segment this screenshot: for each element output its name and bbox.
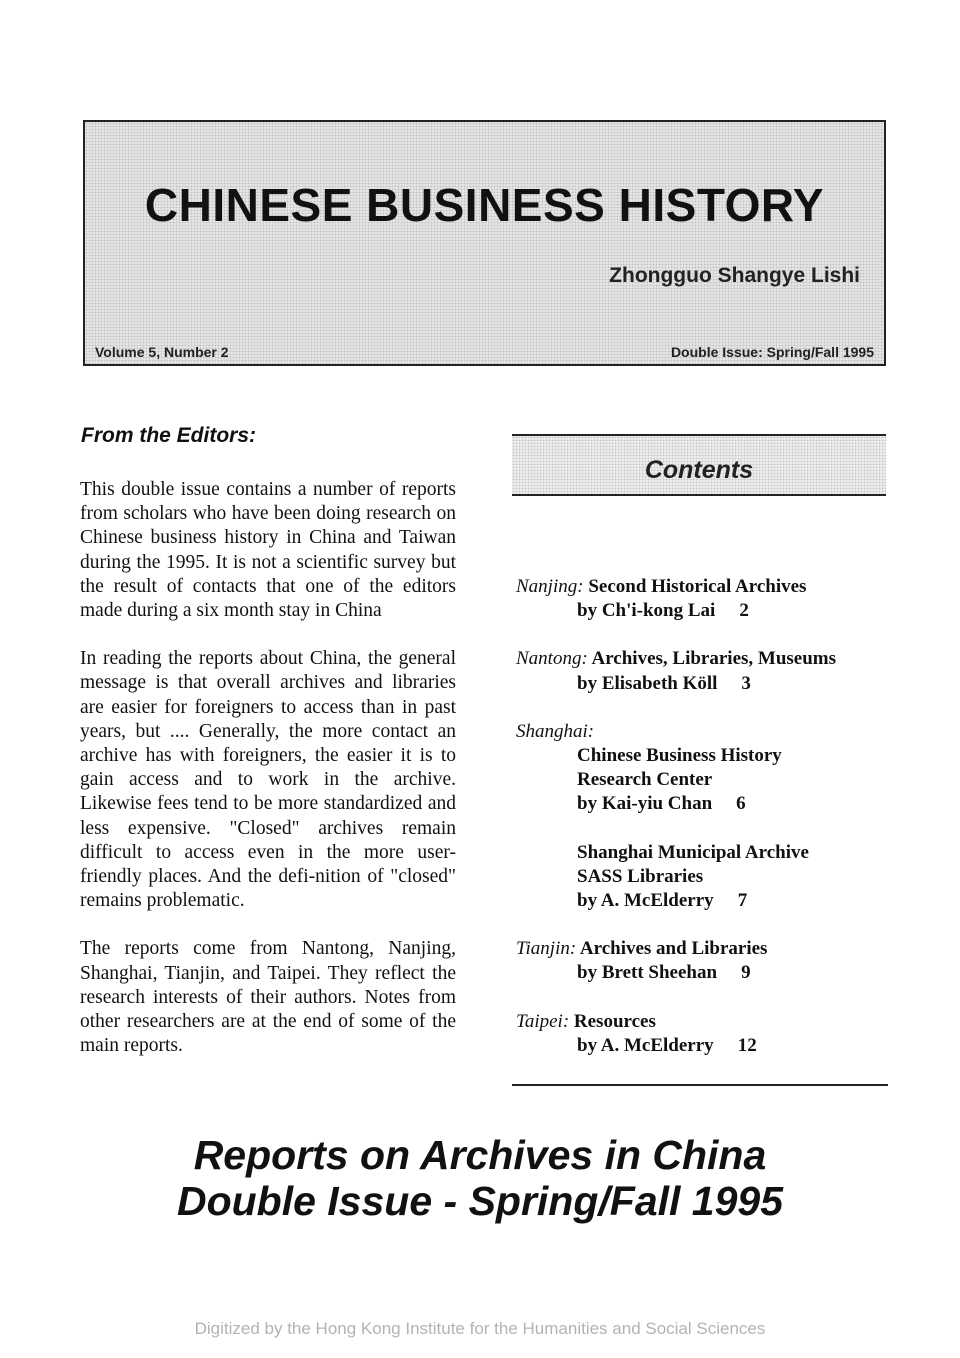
- toc-entry-taipei: [516, 1010, 888, 1058]
- editors-paragraph: In reading the reports about China, the general message is that overall archives and libraries are easier for foreigners to access than in past years, but .... Generally, the more contact an archive has with foreigners, the easier it is to gain access and to work in the archive. Likewise fees tend to be more standardized and less expensive. "Closed" archives remain difficult to access even in the more user-friendly places. And the defi-nition of "closed" remains problematic.: [80, 648, 456, 912]
- masthead: [83, 120, 886, 366]
- toc-title: Shanghai Municipal Archive: [577, 841, 809, 863]
- journal-subtitle: Zhongguo Shangye Lishi: [609, 264, 860, 287]
- toc-place: Nantong:: [516, 648, 588, 670]
- toc-author: by Kai-yiu Chan: [577, 793, 713, 815]
- contents-label: Contents: [644, 456, 754, 484]
- toc-title: Chinese Business History: [577, 745, 782, 767]
- toc-author: by Brett Sheehan: [577, 962, 718, 984]
- toc-title: Archives and Libraries: [579, 938, 768, 960]
- banner-line: Reports on Archives in China: [193, 1132, 767, 1178]
- table-of-contents: [516, 575, 888, 1082]
- toc-page-number: 12: [737, 1034, 757, 1056]
- toc-title: Resources: [573, 1010, 656, 1032]
- toc-page-number: 9: [741, 962, 751, 984]
- toc-entry-shanghai: [516, 720, 888, 913]
- toc-author: by A. McElderry: [577, 890, 714, 912]
- toc-page-number: 2: [739, 600, 749, 622]
- toc-page-number: 7: [737, 890, 748, 912]
- toc-page-number: 3: [741, 672, 751, 694]
- editors-paragraph: This double issue contains a number of reports from scholars who have been doing research on Chinese business history in China and Taiwan during the 1995. It is not a scientific survey but the result of contacts that one of the editors made during a six month stay in China: [80, 479, 456, 622]
- editors-paragraph: The reports come from Nantong, Nanjing, Shanghai, Tianjin, and Taipei. They reflect the research interests of their authors. Notes from other researchers are at the end of some of the main reports.: [80, 938, 456, 1057]
- toc-author: by A. McElderry: [577, 1034, 714, 1056]
- editors-heading: From the Editors:: [81, 424, 257, 447]
- toc-title: Second Historical Archives: [588, 576, 807, 597]
- toc-author: by Ch'i-kong Lai: [577, 600, 716, 622]
- contents-header-box: [512, 434, 886, 496]
- issue-banner: [0, 1132, 960, 1224]
- journal-title: CHINESE BUSINESS HISTORY: [144, 179, 825, 231]
- toc-place: Shanghai:: [516, 720, 595, 742]
- toc-title: Archives, Libraries, Museums: [591, 648, 837, 670]
- toc-entry-tianjin: [516, 937, 888, 985]
- toc-place: Tianjin:: [516, 938, 577, 960]
- toc-title: SASS Libraries: [577, 865, 704, 887]
- toc-author: by Elisabeth Köll: [577, 672, 718, 694]
- toc-entry-nantong: [516, 647, 888, 695]
- toc-entry-nanjing: [516, 575, 888, 623]
- editors-body: [80, 478, 456, 1082]
- toc-place: Nanjing:: [516, 576, 584, 597]
- banner-line: Double Issue - Spring/Fall 1995: [176, 1178, 784, 1224]
- contents-divider: [512, 1084, 888, 1086]
- digitization-credit: Digitized by the Hong Kong Institute for the Humanities and Social Sciences: [194, 1319, 766, 1338]
- toc-title: Research Center: [577, 769, 713, 791]
- issue-label: Double Issue: Spring/Fall 1995: [670, 344, 874, 360]
- toc-page-number: 6: [736, 793, 746, 815]
- toc-place: Taipei:: [516, 1010, 570, 1032]
- volume-number: Volume 5, Number 2: [95, 344, 229, 360]
